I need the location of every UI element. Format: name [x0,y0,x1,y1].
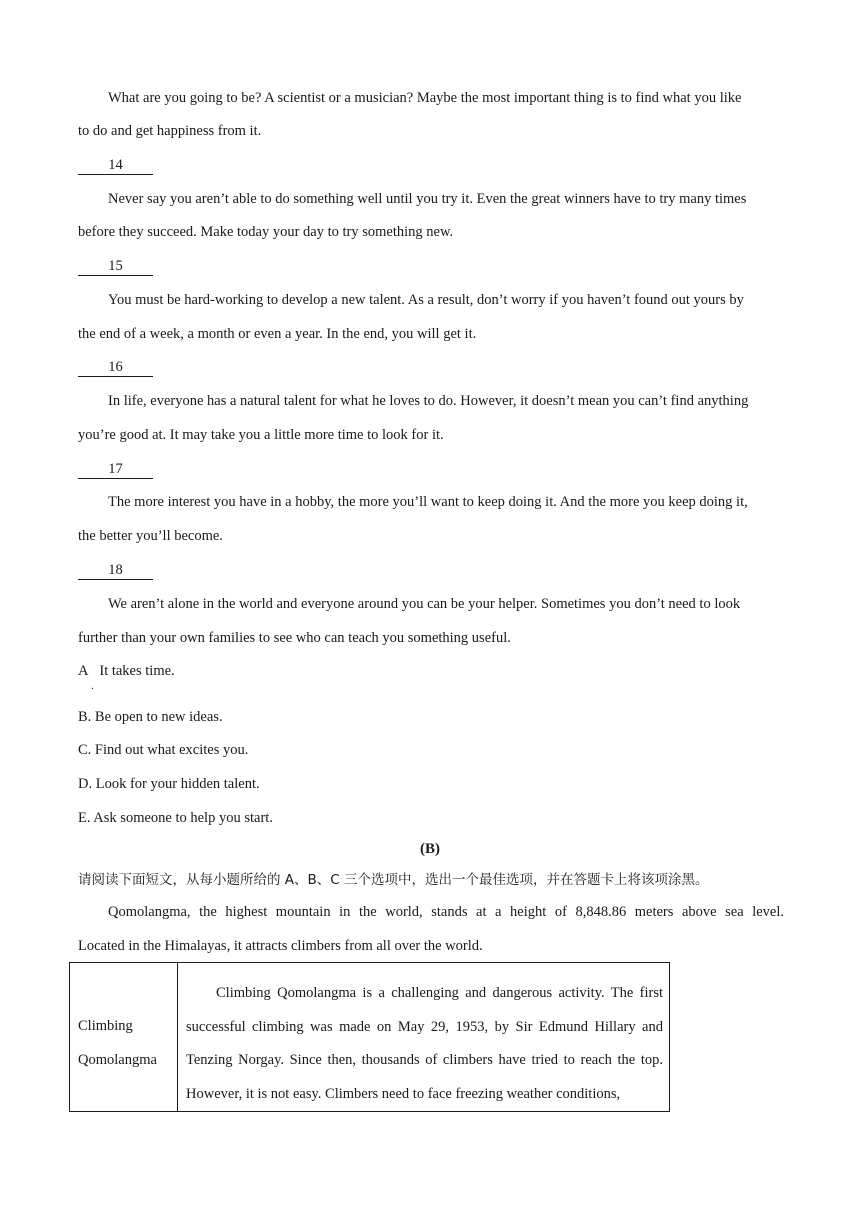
blank-number: 15 [78,257,153,276]
paragraph-line: to do and get happiness from it. [78,123,262,139]
paragraph-line: Located in the Himalayas, it attracts climbers from all over the world. [78,938,483,954]
paragraph-line: the end of a week, a month or even a year. In the end, you will get it. [78,326,477,342]
info-table [69,962,670,1112]
option-a [78,661,175,681]
answer-blank-15 [78,256,153,276]
paragraph-line: You must be hard-working to develop a new talent. As a result, don’t worry if you haven’t found out yours by [108,292,744,308]
paragraph-line: The more interest you have in a hobby, the more you’ll want to keep doing it. And the more you keep doing it, [108,494,748,510]
answer-blank-17 [78,459,153,479]
option-b: B. Be open to new ideas. [78,709,223,725]
answer-blank-16 [78,357,153,377]
table-cell-label [70,963,178,1112]
blank-number: 16 [78,358,153,377]
table-row [70,963,670,1112]
answer-blank-14 [78,155,153,175]
option-a-letter: A [78,663,89,679]
row-text: Climbing Qomolangma is a challenging and dangerous activity. The first successful climbing was made on May 29, 1953, by Sir Edmund Hillary and Tenzing Norgay. Since then, thousands of climbers have tried to reach the top. However, it is not easy. Climbers need to face freezing weather conditions, [186,985,663,1102]
table-cell-text [178,963,670,1112]
blank-number: 18 [78,561,153,580]
paragraph-line: further than your own families to see who can teach you something useful. [78,630,511,646]
blank-number: 17 [78,460,153,479]
option-c: C. Find out what excites you. [78,742,249,758]
paragraph-line: before they succeed. Make today your day to try something new. [78,224,454,240]
paragraph-line: you’re good at. It may take you a little more time to look for it. [78,427,444,443]
paragraph-line: In life, everyone has a natural talent for what he loves to do. However, it doesn’t mean you can’t find anything [108,393,749,409]
paragraph-line: Qomolangma, the highest mountain in the world, stands at a height of 8,848.86 meters above sea level. [108,904,784,920]
answer-blank-18 [78,560,153,580]
section-heading: (B) [420,841,440,857]
paragraph-line: We aren’t alone in the world and everyone around you can be your helper. Sometimes you don’t need to look [108,596,741,612]
option-d: D. Look for your hidden talent. [78,776,260,792]
option-a-text: It takes time. [99,663,175,679]
instruction-text: 请阅读下面短文，从每小题所给的 A、B、C 三个选项中，选出一个最佳选项，并在答题卡上将该项涂黑。 [78,872,709,888]
paragraph-line: What are you going to be? A scientist or a musician? Maybe the most important thing is to find what you like [108,90,742,106]
blank-number: 14 [78,156,153,175]
option-e: E. Ask someone to help you start. [78,810,273,826]
paragraph-line: the better you’ll become. [78,528,223,544]
row-label: Climbing Qomolangma [78,1018,157,1068]
paragraph-line: Never say you aren’t able to do something well until you try it. Even the great winners have to try many times [108,191,747,207]
option-a-dot: ． [91,681,101,692]
